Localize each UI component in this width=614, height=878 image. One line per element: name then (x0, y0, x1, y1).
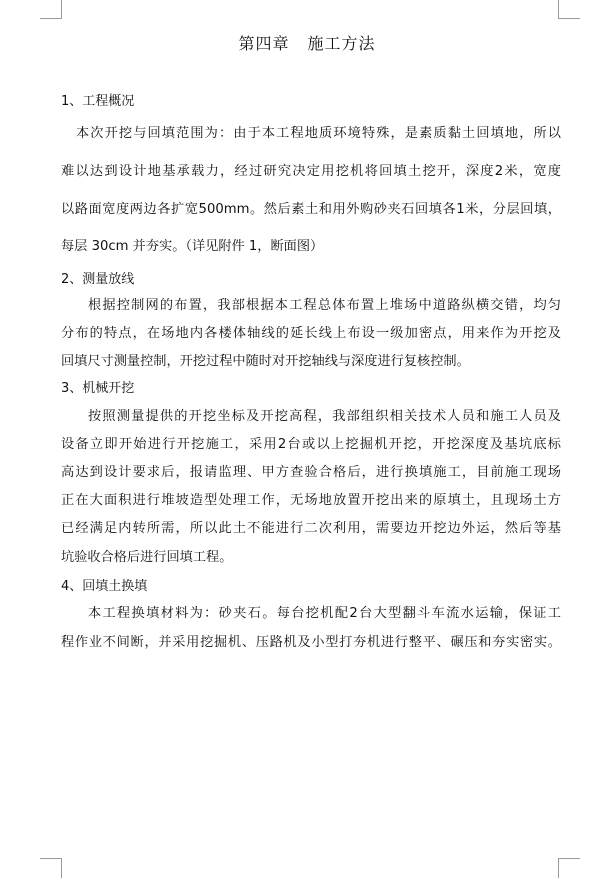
crop-mark-top-left-h (40, 18, 62, 19)
crop-mark-top-left-v (61, 0, 62, 18)
paragraph-line: 按照测量提供的开挖坐标及开挖高程，我部组织相关技术人员和施工人员及 (88, 409, 561, 424)
paragraph-line: 分布的特点，在场地内各楼体轴线的延长线上布设一级加密点，用来作为开挖及 (61, 326, 561, 341)
section-heading-excavation: 3、机械开挖 (61, 381, 135, 396)
paragraph-line: 回填尺寸测量控制，开挖过程中随时对开挖轴线与深度进行复核控制。 (61, 354, 470, 369)
section-heading-backfill: 4、回填土换填 (61, 579, 148, 594)
paragraph-line: 已经满足内转所需，所以此土不能进行二次利用，需要边开挖边外运，然后等基 (61, 521, 561, 536)
paragraph-line: 本次开挖与回填范围为：由于本工程地质环境特殊，是素质黏土回填地，所以 (76, 126, 561, 141)
chapter-number: 第四章 (238, 34, 290, 53)
paragraph-line: 正在大面积进行堆坡造型处理工作，无场地放置开挖出来的原填土，且现场土方 (61, 493, 561, 508)
paragraph-line: 坑验收合格后进行回填工程。 (61, 550, 233, 565)
paragraph-line: 高达到设计要求后，报请监理、甲方查验合格后，进行换填施工，目前施工现场 (61, 465, 561, 480)
paragraph-line: 设备立即开始进行开挖施工，采用2台或以上挖掘机开挖，开挖深度及基坑底标 (61, 437, 561, 452)
chapter-name: 施工方法 (307, 34, 376, 53)
page-title (0, 31, 614, 54)
section-heading-survey: 2、测量放线 (61, 272, 135, 287)
paragraph-line: 根据控制网的布置，我部根据本工程总体布置上堆场中道路纵横交错，均匀 (88, 298, 561, 313)
paragraph-line: 以路面宽度两边各扩宽500mm。然后素土和用外购砂夹石回填各1米，分层回填， (61, 202, 561, 217)
crop-mark-bottom-left-v (61, 858, 62, 878)
crop-mark-top-right-v (558, 0, 559, 18)
paragraph-line: 每层 30cm 并夯实。（详见附件 1，断面图） (61, 239, 324, 254)
crop-mark-top-right-h (558, 18, 580, 19)
crop-mark-bottom-left-h (40, 858, 62, 859)
crop-mark-bottom-right-v (558, 858, 559, 878)
paragraph-line: 本工程换填材料为：砂夹石。每台挖机配2台大型翻斗车流水运输，保证工 (88, 606, 561, 621)
paragraph-line: 程作业不间断，并采用挖掘机、压路机及小型打夯机进行整平、碾压和夯实密实。 (61, 635, 561, 650)
crop-mark-bottom-right-h (558, 858, 580, 859)
paragraph-line: 难以达到设计地基承载力，经过研究决定用挖机将回填土挖开，深度2米，宽度 (61, 164, 561, 179)
section-heading-overview: 1、工程概况 (61, 94, 135, 109)
